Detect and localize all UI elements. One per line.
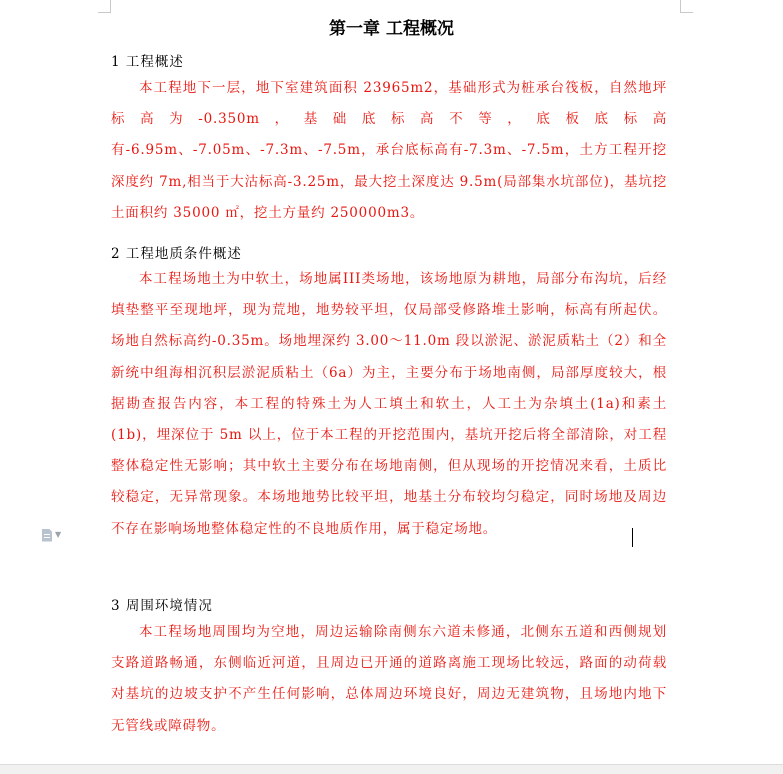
section-heading-3: 3 周围环境情况	[111, 598, 213, 614]
top-left-margin-mark	[98, 0, 111, 13]
document-icon	[42, 529, 52, 542]
paragraph-options-button[interactable]	[42, 527, 70, 543]
section-paragraph-1: 本工程地下一层，地下室建筑面积 23965m2，基础形式为桩承台筏板，自然地坪标高为-0.350m，基础底标高不等，底板底标高有-6.95m、-7.05m、-7.3m、-7.5m，承台底标高有-7.3m、-7.5m，土方工程开挖深度约 7m,相当于大沽标高-3.25m，最大挖土深度达 9.5m(局部集水坑部位)，基坑挖土面积约 35000 ㎡，挖土方量约 250000m3。	[111, 80, 667, 221]
chapter-title: 第一章 工程概况	[329, 19, 454, 39]
section-paragraph-2: 本工程场地土为中软土，场地属III类场地，该场地原为耕地，局部分布沟坑，后经填垫整平至现地坪，现为荒地，地势较平坦，仅局部受修路堆土影响，标高有所起伏。场地自然标高约-0.35m。场地埋深约 3.00～11.0m 段以淤泥、淤泥质粘土（2）和全新统中组海相沉积层淤泥质粘土（6a）为主，主要分布于场地南侧，局部厚度较大，根据勘查报告内容，本工程的特殊土为人工填土和软土，人工土为杂填土(1a)和素土(1b)，埋深位于 5m 以上，位于本工程的开挖范围内，基坑开挖后将全部清除，对工程整体稳定性无影响；其中软土主要分布在场地南侧，但从现场的开挖情况来看，土质比较稳定，无异常现象。本场地地势比较平坦，地基土分布较均匀稳定，同时场地及周边不存在影响场地整体稳定性的不良地质作用，属于稳定场地。	[111, 271, 667, 537]
section-heading-1: 1 工程概述	[111, 54, 184, 70]
text-cursor	[632, 528, 633, 547]
section-paragraph-3: 本工程场地周围均为空地，周边运输除南侧东六道未修通，北侧东五道和西侧规划支路道路畅通，东侧临近河道，且周边已开通的道路离施工现场比较远，路面的动荷载对基坑的边坡支护不产生任何影响，总体周边环境良好，周边无建筑物，且场地内地下无管线或障碍物。	[111, 624, 667, 734]
section-heading-2: 2 工程地质条件概述	[111, 246, 242, 262]
top-right-margin-mark	[680, 0, 693, 13]
chevron-down-icon: ▼	[55, 530, 62, 539]
